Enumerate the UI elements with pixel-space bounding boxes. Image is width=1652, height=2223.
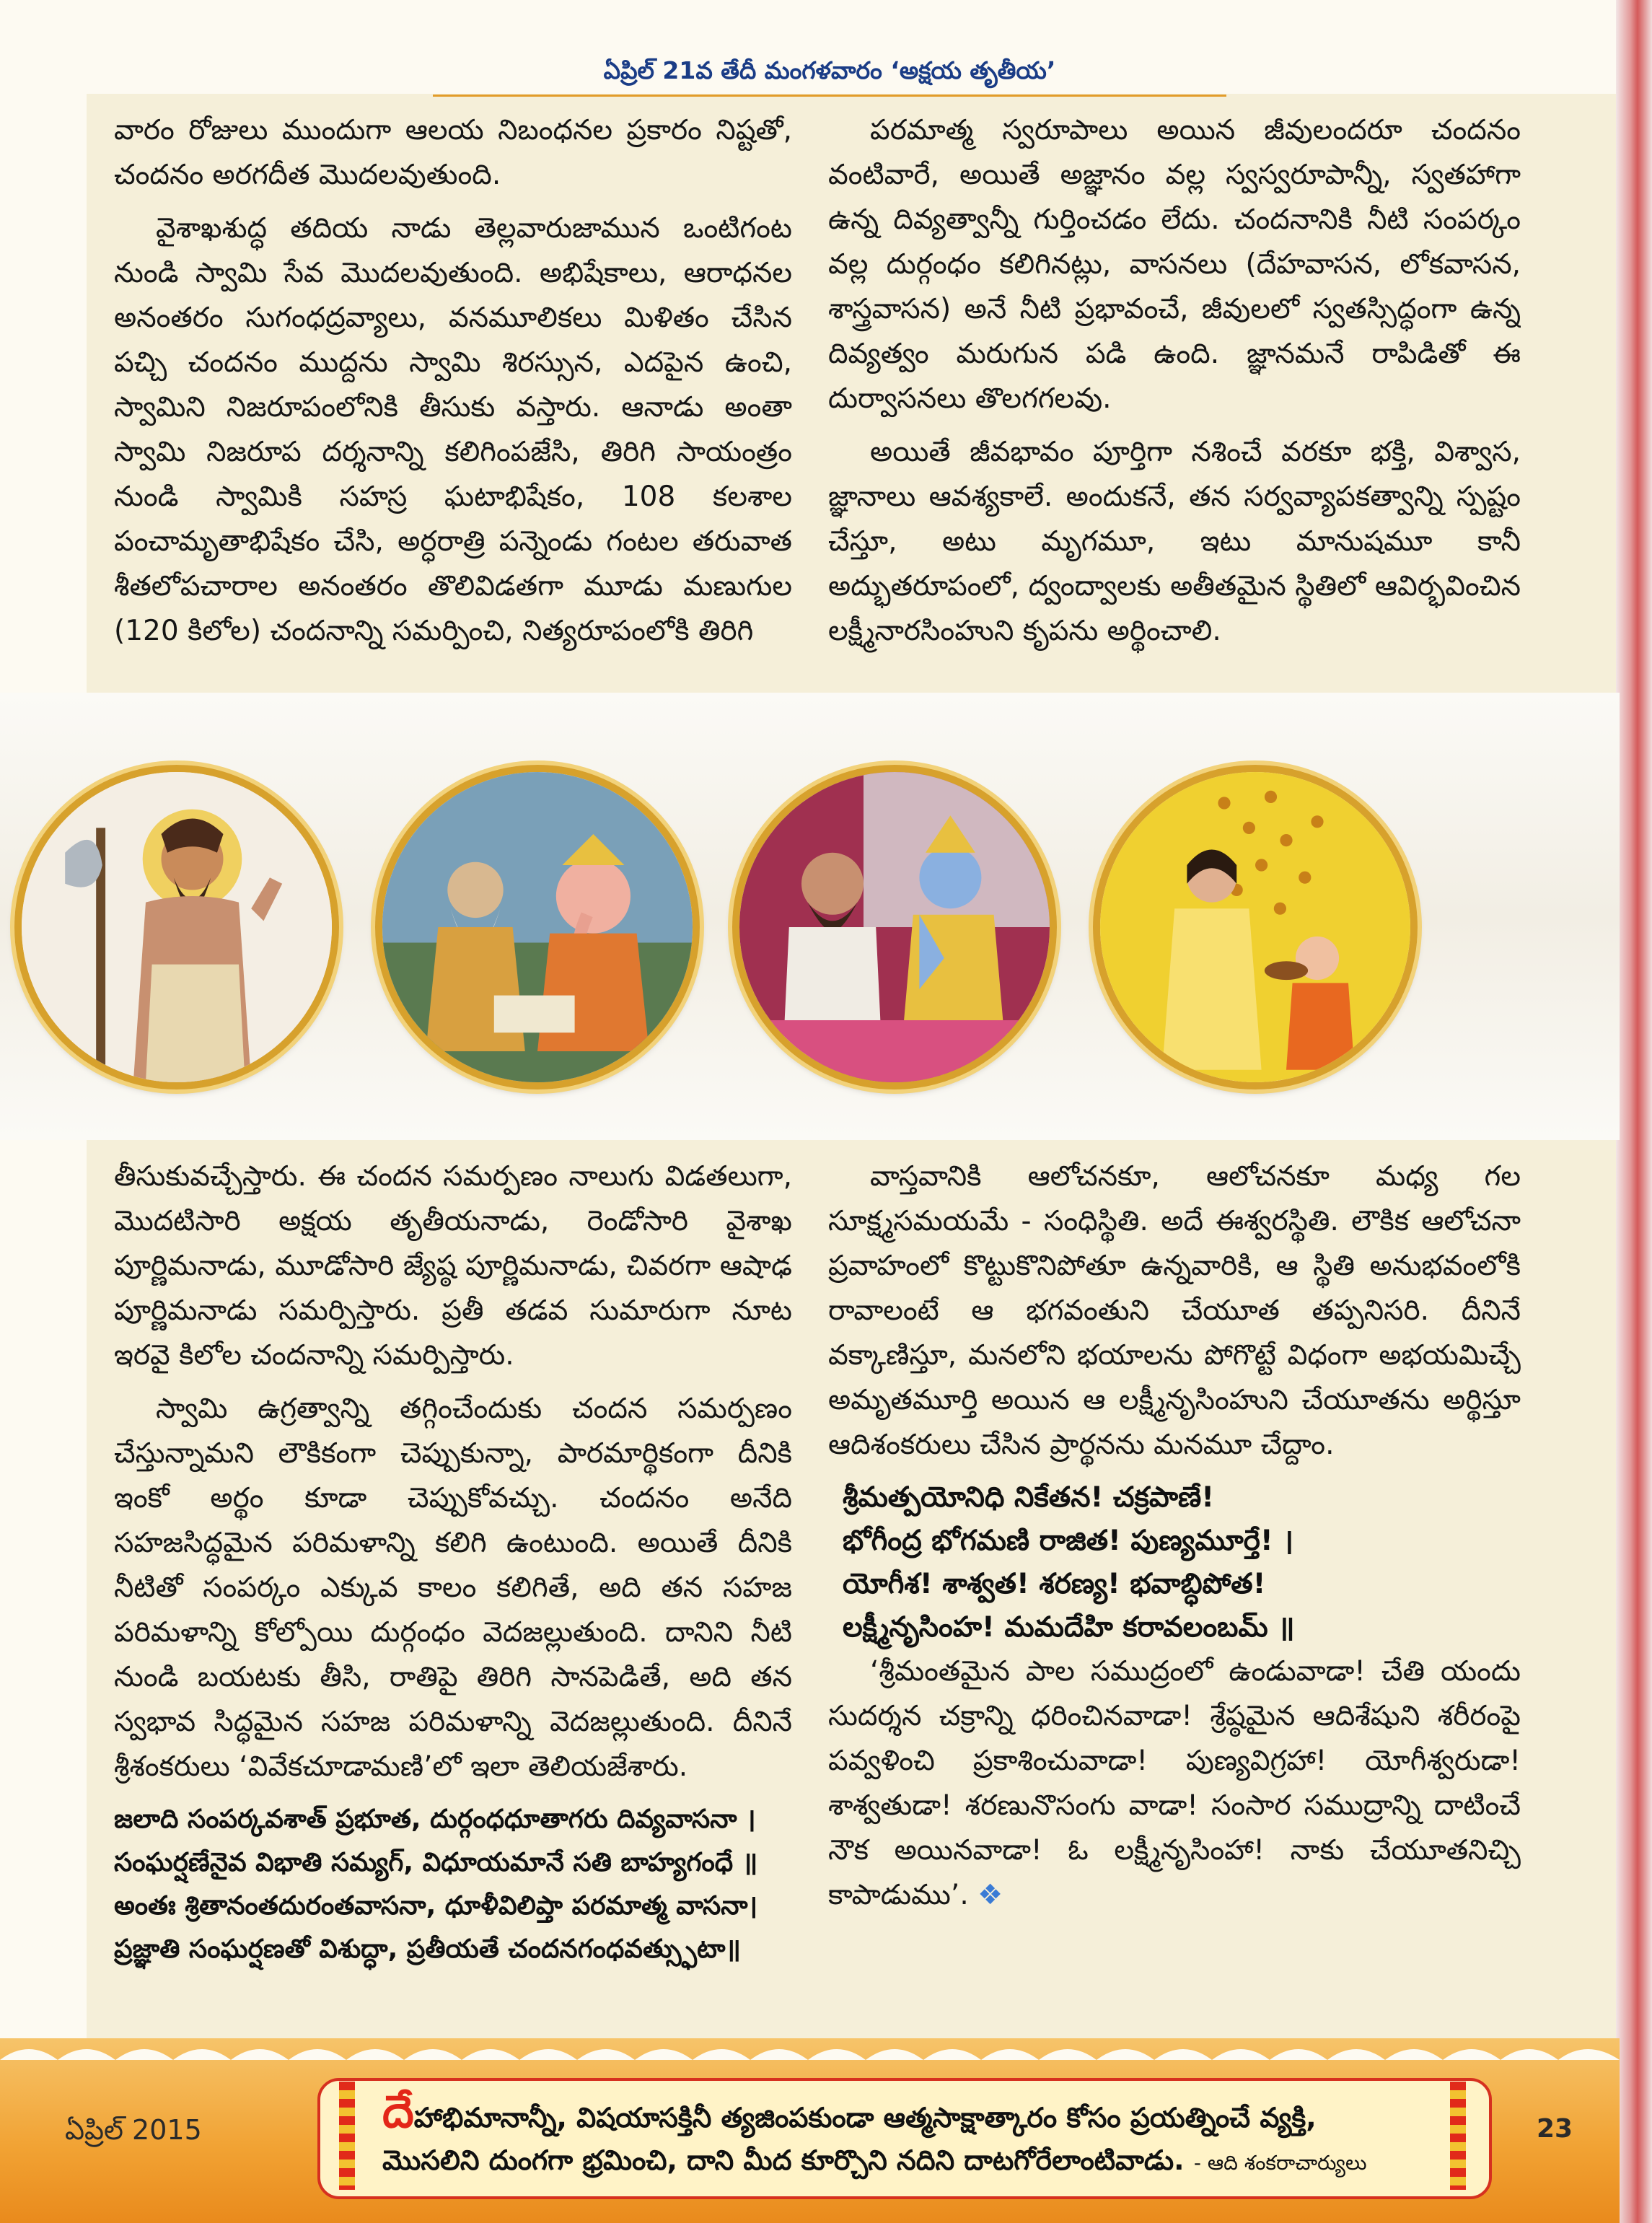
quote-line-2 (382, 2144, 1464, 2183)
page-number: 23 (1537, 2114, 1573, 2144)
running-header: ఏప్రిల్ 21వ తేదీ మంగళవారం ‘అక్షయ తృతీయ’ (433, 56, 1226, 97)
meaning-text: ‘శ్రీమంతమైన పాల సముద్రంలో ఉండువాడా! చేతి యందు సుదర్శన చక్రాన్ని ధరించినవాడా! శ్రేష్ఠమైన ఆదిశేషుని శరీరంపై పవ్వళించి ప్రకాశించువాడా! పుణ్యవిగ్రహా! యోగీశ్వరుడా! శాశ్వతుడా! శరణునొసంగు వాడా! సంసార సముద్రాన్ని దాటించే నౌక అయినవాడా! ఓ లక్ష్మీనృసింహా! నాకు చేయూతనిచ్చి కాపాడుము’. (828, 1655, 1521, 1911)
sloka-line: శ్రీమత్పయోనిధి నికేతన! చక్రపాణే! (843, 1481, 1215, 1514)
paragraph: అయితే జీవభావం పూర్తిగా నశించే వరకూ భక్తి, విశ్వాస, జ్ఞానాలు ఆవశ్యకాలే. అందుకనే, తన సర్వవ్యాపకత్వాన్ని స్పష్టం చేస్తూ, అటు మృగమూ, ఇటు మానుషమూ కానీ అద్భుతరూపంలో, ద్వంద్వాలకు అతీతమైన స్థితిలో ఆవిర్భవించిన లక్ష్మీనారసింహుని కృపను అర్థించాలి. (828, 436, 1521, 647)
issue-date: ఏప్రిల్ 2015 (65, 2114, 202, 2146)
sloka-line: సంఘర్షణేనైవ విభాతి సమ్యగ్, విధూయమానే సతి బాహ్యగంధే ॥ (114, 1848, 758, 1877)
sloka-line: జలాది సంపర్కవశాత్ ప్రభూత, దుర్గంధధూతాగరు దివ్యవాసనా । (114, 1805, 756, 1834)
sloka-line: భోగీంద్ర భోగమణి రాజిత! పుణ్యమూర్తే! । (843, 1525, 1294, 1557)
sloka-line: యోగీశ! శాశ్వత! శరణ్య! భవాబ్ధిపోత! (843, 1568, 1266, 1600)
sudama-krishna-medallion (732, 765, 1057, 1089)
sloka-line: లక్ష్మీనృసింహ! మమదేహి కరావలంబమ్ ॥ (843, 1611, 1295, 1644)
paragraph: స్వామి ఉగ్రత్వాన్ని తగ్గించేందుకు చందన సమర్పణం చేస్తున్నామని లౌకికంగా చెప్పుకున్నా, పారమార్థికంగా దీనికి ఇంకో అర్థం కూడా చెప్పుకోవచ్చు. చందనం అనేది సహజసిద్ధమైన పరిమళాన్ని కలిగి ఉంటుంది. అయితే దీనికి నీటితో సంపర్కం ఎక్కువ కాలం కలిగితే, అది తన సహజ పరిమళాన్ని కోల్పోయి దుర్గంధం వెదజల్లుతుంది. దానిని నీటి నుండి బయటకు తీసి, రాతిపై తిరిగి సానపెడితే, అది తన స్వభావ సిద్ధమైన సహజ పరిమళాన్ని వెదజల్లుతుంది. దీనినే శ్రీశంకరులు ‘వివేకచూడామణి’లో ఇలా తెలియజేశారు. (114, 1393, 792, 1783)
paragraph: వైశాఖశుద్ధ తదియ నాడు తెల్లవారుజామున ఒంటిగంట నుండి స్వామి సేవ మొదలవుతుంది. అభిషేకాలు, ఆరాధనల అనంతరం సుగంధద్రవ్యాలు, వనమూలికలు మిళితం చేసిన పచ్చి చందనం ముద్దను స్వామి శిరస్సున, ఎదపైన ఉంచి, స్వామిని నిజరూపంలోనికి తీసుకు వస్తారు. ఆనాడు అంతా స్వామి నిజరూప దర్శనాన్ని కలిగింపజేసి, తిరిగి సాయంత్రం నుండి స్వామికి సహస్ర ఘటాభిషేకం, 108 కలశాల పంచామృతాభిషేకం చేసి, అర్ధరాత్రి పన్నెండు గంటల తరువాత శీతలోపచారాల అనంతరం తొలివిడతగా మూడు మణుగుల (120 కిలోల) చందనాన్ని సమర్పించి, నిత్యరూపంలోకి తిరిగి (114, 212, 792, 647)
paragraph: తీసుకువచ్చేస్తారు. ఈ చందన సమర్పణం నాలుగు విడతలుగా, మొదటిసారి అక్షయ తృతీయనాడు, రెండోసారి వైశాఖ పూర్ణిమనాడు, మూడోసారి జ్యేష్ఠ పూర్ణిమనాడు, చివరగా ఆషాఢ పూర్ణిమనాడు సమర్పిస్తారు. ప్రతీ తడవ సుమారుగా నూట ఇరవై కిలోల చందనాన్ని సమర్పిస్తారు. (114, 1160, 792, 1372)
adishankara-gold-rain-medallion (1093, 765, 1418, 1089)
sloka-line: అంతః శ్రితానంతదురంతవాసనా, ధూళీవిలిప్తా పరమాత్మ వాసనా। (114, 1891, 758, 1921)
column-top-left (114, 108, 792, 685)
column-top-right (828, 108, 1521, 685)
sloka-line: ప్రజ్ఞాతి సంఘర్షణతో విశుద్ధా, ప్రతీయతే చందనగంధవత్స్ఫుటా॥ (114, 1934, 741, 1964)
page-edge (1616, 0, 1652, 2223)
quote-drop-letter: దే (382, 2085, 414, 2138)
paragraph: పరమాత్మ స్వరూపాలు అయిన జీవులందరూ చందనం వంటివారే, అయితే అజ్ఞానం వల్ల స్వస్వరూపాన్నీ, స్వతహాగా ఉన్న దివ్యత్వాన్నీ గుర్తించడం లేదు. చందనానికి నీటి సంపర్కం వల్ల దుర్గంధం కలిగినట్లు, వాసనలు (దేహవాసన, లోకవాసన, శాస్త్రవాసన) అనే నీటి ప్రభావంచే, జీవులలో స్వతస్సిద్ధంగా ఉన్న దివ్యత్వం మరుగున పడి ఉంది. జ్ఞానమనే రాపిడితో ఈ దుర్వాసనలు తొలగగలవు. (828, 114, 1521, 415)
paragraph: వారం రోజులు ముందుగా ఆలయ నిబంధనల ప్రకారం నిష్టతో, చందనం అరగదీత మొదలవుతుంది. (114, 114, 792, 191)
quote-left-bar (339, 2082, 355, 2190)
end-mark-icon: ❖ (977, 1879, 1003, 1911)
quote-author: - ఆది శంకరాచార్యులు (1193, 2151, 1367, 2175)
paragraph (828, 1649, 1521, 1918)
column-bottom-left (114, 1154, 792, 2035)
quote-text-2: మొసలిని దుంగగా భ్రమించి, దాని మీద కూర్చొని నదిని దాటగోరేలాంటివాడు. (382, 2144, 1185, 2176)
vyasa-ganesha-medallion (375, 765, 700, 1089)
sloka-karavalamba (828, 1476, 1521, 1649)
parashurama-medallion (14, 765, 339, 1089)
footer-scallop (0, 2038, 1620, 2060)
quote-line-1 (382, 2085, 1464, 2149)
sloka-vivekachudamani (114, 1798, 792, 1971)
paragraph: వాస్తవానికి ఆలోచనకూ, ఆలోచనకూ మధ్య గల సూక్ష్మసమయమే - సంధిస్థితి. అదే ఈశ్వరస్థితి. లౌకిక ఆలోచనా ప్రవాహంలో కొట్టుకొనిపోతూ ఉన్నవారికి, ఆ స్థితి అనుభవంలోకి రావాలంటే ఆ భగవంతుని చేయూత తప్పనిసరి. దీనినే వక్కాణిస్తూ, మనలోని భయాలను పోగొట్టే విధంగా అభయమిచ్చే అమృతమూర్తి అయిన ఆ లక్ష్మీనృసింహుని చేయూతను అర్థిస్తూ ఆదిశంకరులు చేసిన ప్రార్థనను మనమూ చేద్దాం. (828, 1160, 1521, 1461)
quote-text-1: హాభిమానాన్నీ, విషయాసక్తినీ త్యజింపకుండా ఆత్మసాక్షాత్కారం కోసం ప్రయత్నించే వ్యక్తి, (413, 2102, 1317, 2134)
column-bottom-right (828, 1154, 1521, 2035)
